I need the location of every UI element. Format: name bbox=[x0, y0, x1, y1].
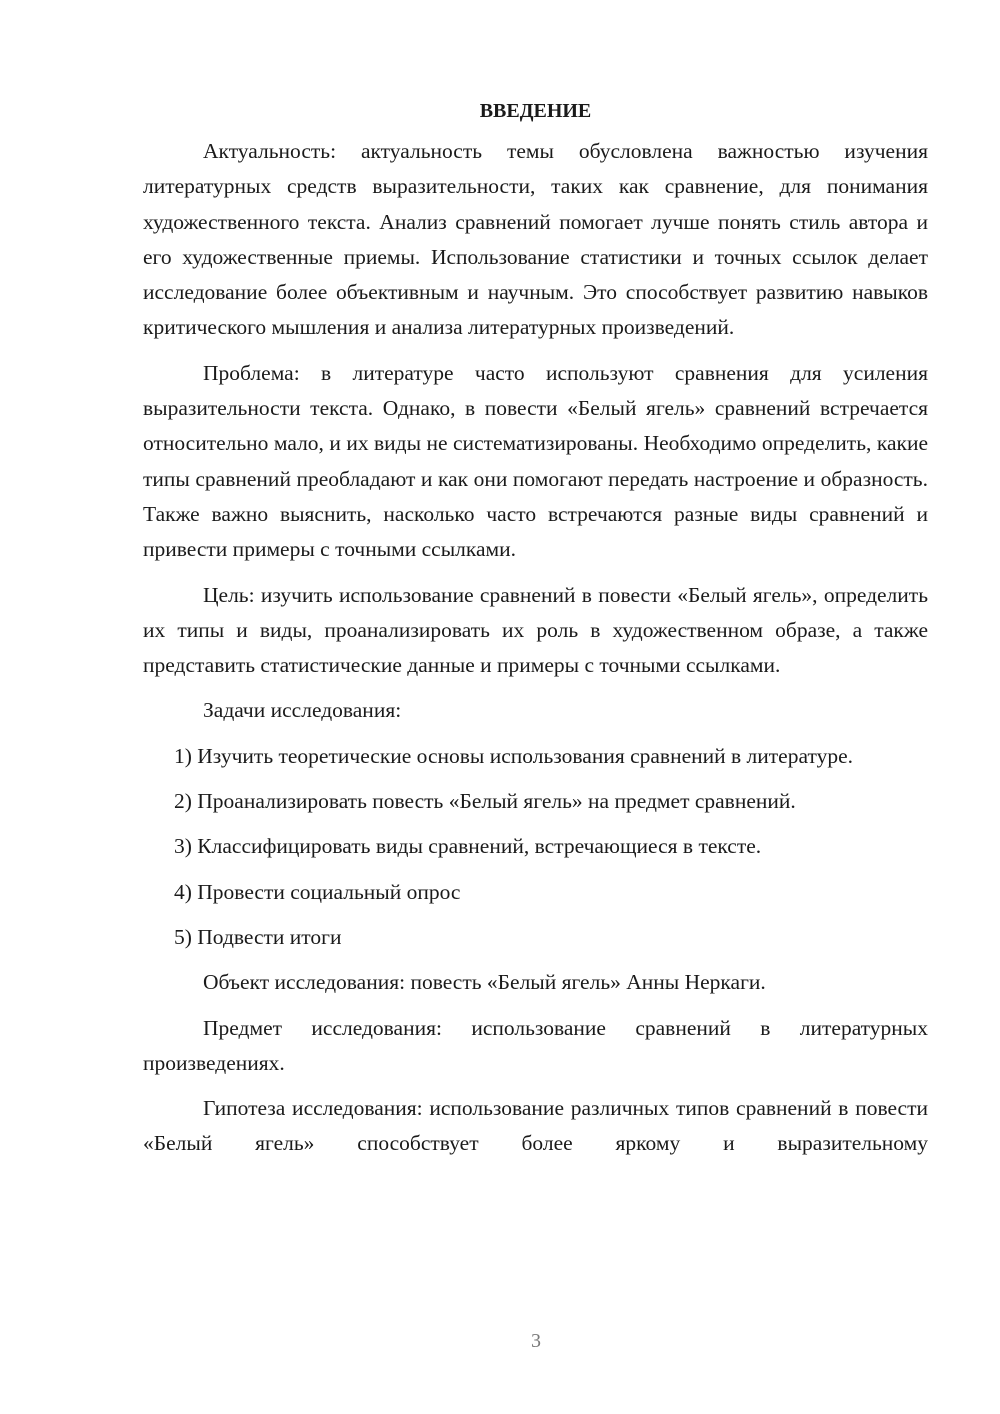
page-number: 3 bbox=[531, 1330, 541, 1352]
task-item-1: 1) Изучить теоретические основы использования сравнений в литературе. bbox=[174, 743, 853, 768]
page-title: ВВЕДЕНИЕ bbox=[479, 100, 592, 122]
paragraph-problem: Проблема: в литературе часто используют сравнения для усиления выразительности текста. Однако, в повести «Белый ягель» сравнений встречается относительно мало, и их виды не систематизированы. Необходимо определить, какие типы сравнений преобладают и как они помогают передать настроение и образность. Также важно выяснить, насколько часто встречаются разные виды сравнений и привести примеры с точными ссылками. bbox=[143, 360, 928, 562]
page-content bbox=[143, 94, 928, 1162]
task-item-3: 3) Классифицировать виды сравнений, встречающиеся в тексте. bbox=[174, 834, 762, 859]
task-item-2: 2) Проанализировать повесть «Белый ягель» на предмет сравнений. bbox=[174, 789, 796, 814]
paragraph-goal: Цель: изучить использование сравнений в повести «Белый ягель», определить их типы и виды, проанализировать их роль в художественном образе, а также представить статистические данные и примеры с точными ссылками. bbox=[143, 582, 928, 678]
paragraph-subject: Предмет исследования: использование сравнений в литературных произведениях. bbox=[143, 1015, 928, 1075]
tasks-title: Задачи исследования: bbox=[203, 698, 402, 723]
task-item-5: 5) Подвести итоги bbox=[174, 924, 342, 949]
paragraph-relevance: Актуальность: актуальность темы обусловлена важностью изучения литературных средств выразительности, таких как сравнение, для понимания художественного текста. Анализ сравнений помогает лучше понять стиль автора и его художественные приемы. Использование статистики и точных ссылок делает исследование более объективным и научным. Это способствует развитию навыков критического мышления и анализа литературных произведений. bbox=[143, 139, 928, 340]
paragraph-object: Объект исследования: повесть «Белый ягель» Анны Неркаги. bbox=[203, 970, 766, 995]
paragraph-hypothesis: Гипотеза исследования: использование различных типов сравнений в повести «Белый ягель» способствует более яркому и выразительному bbox=[143, 1096, 928, 1156]
task-item-4: 4) Провести социальный опрос bbox=[174, 879, 461, 904]
